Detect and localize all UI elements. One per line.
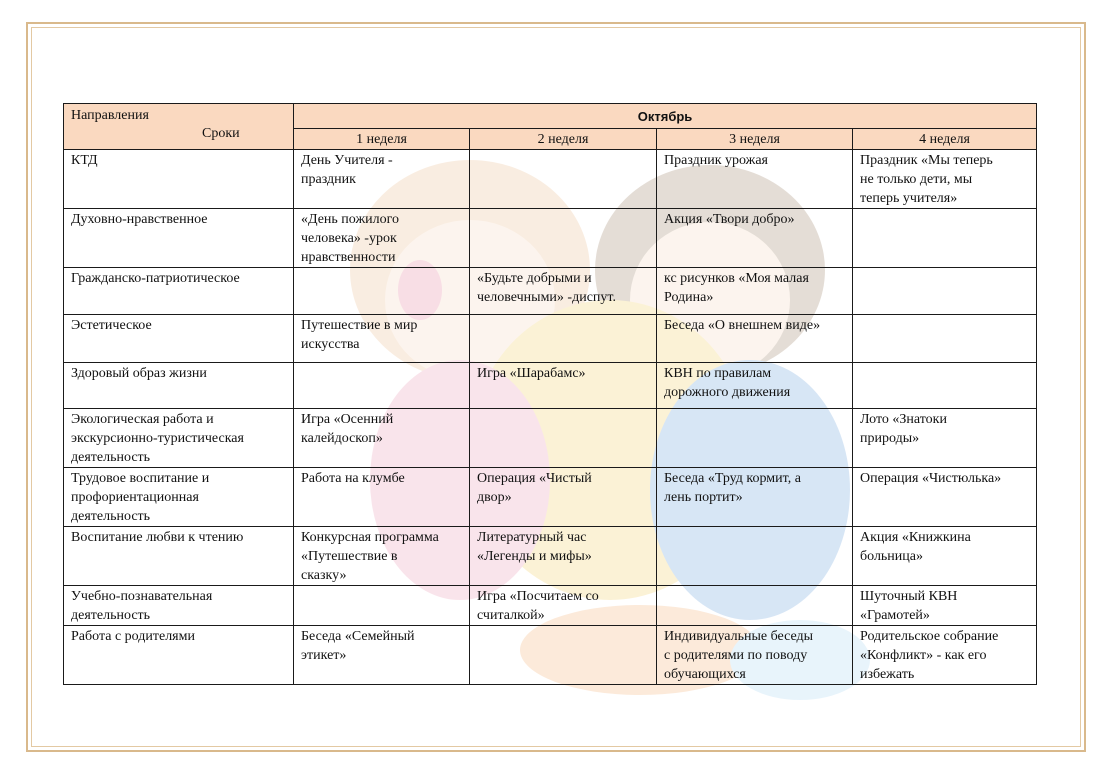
header-directions-label: Направления bbox=[71, 108, 149, 123]
table-row bbox=[64, 268, 1037, 315]
week-1-cell bbox=[294, 586, 470, 626]
week-1-cell: Беседа «Семейный этикет» bbox=[294, 626, 470, 685]
week-1-cell bbox=[294, 363, 470, 409]
week-1-cell: «День пожилого человека» -урок нравственности bbox=[294, 209, 470, 268]
week-3-cell bbox=[657, 586, 853, 626]
week-4-cell bbox=[853, 209, 1037, 268]
week-3-cell: кс рисунков «Моя малая Родина» bbox=[657, 268, 853, 315]
header-corner-cell bbox=[64, 104, 294, 150]
week-2-cell: Игра «Посчитаем со считалкой» bbox=[470, 586, 657, 626]
direction-cell: Экологическая работа и экскурсионно-туристическая деятельность bbox=[64, 409, 294, 468]
table-row bbox=[64, 468, 1037, 527]
week-3-cell: Индивидуальные беседы с родителями по поводу обучающихся bbox=[657, 626, 853, 685]
table-row bbox=[64, 150, 1037, 209]
week-1-cell: Игра «Осенний калейдоскоп» bbox=[294, 409, 470, 468]
week-1-cell: Конкурсная программа «Путешествие в сказку» bbox=[294, 527, 470, 586]
table-row bbox=[64, 315, 1037, 363]
week-1-cell bbox=[294, 268, 470, 315]
table-row bbox=[64, 409, 1037, 468]
week-1-cell: Работа на клумбе bbox=[294, 468, 470, 527]
header-week-3: 3 неделя bbox=[657, 129, 853, 150]
direction-cell: Эстетическое bbox=[64, 315, 294, 363]
week-2-cell bbox=[470, 150, 657, 209]
table-row bbox=[64, 527, 1037, 586]
direction-cell: Трудовое воспитание и профориентационная деятельность bbox=[64, 468, 294, 527]
week-4-cell bbox=[853, 268, 1037, 315]
direction-cell: Духовно-нравственное bbox=[64, 209, 294, 268]
week-2-cell: «Будьте добрыми и человечными» -диспут. bbox=[470, 268, 657, 315]
week-4-cell: Родительское собрание «Конфликт» - как его избежать bbox=[853, 626, 1037, 685]
header-week-1: 1 неделя bbox=[294, 129, 470, 150]
week-2-cell: Игра «Шарабамс» bbox=[470, 363, 657, 409]
week-4-cell: Праздник «Мы теперь не только дети, мы теперь учителя» bbox=[853, 150, 1037, 209]
week-3-cell: Беседа «Труд кормит, а лень портит» bbox=[657, 468, 853, 527]
week-4-cell bbox=[853, 315, 1037, 363]
october-plan-table bbox=[63, 103, 1037, 685]
week-3-cell bbox=[657, 409, 853, 468]
direction-cell: Здоровый образ жизни bbox=[64, 363, 294, 409]
table-row bbox=[64, 626, 1037, 685]
week-2-cell bbox=[470, 409, 657, 468]
week-2-cell bbox=[470, 626, 657, 685]
week-2-cell: Литературный час «Легенды и мифы» bbox=[470, 527, 657, 586]
direction-cell: Гражданско-патриотическое bbox=[64, 268, 294, 315]
week-3-cell: КВН по правилам дорожного движения bbox=[657, 363, 853, 409]
week-1-cell: День Учителя - праздник bbox=[294, 150, 470, 209]
week-3-cell: Праздник урожая bbox=[657, 150, 853, 209]
week-4-cell: Операция «Чистюлька» bbox=[853, 468, 1037, 527]
direction-cell: Воспитание любви к чтению bbox=[64, 527, 294, 586]
week-4-cell: Акция «Книжкина больница» bbox=[853, 527, 1037, 586]
week-4-cell bbox=[853, 363, 1037, 409]
week-4-cell: Шуточный КВН «Грамотей» bbox=[853, 586, 1037, 626]
header-week-2: 2 неделя bbox=[470, 129, 657, 150]
table-row bbox=[64, 586, 1037, 626]
week-3-cell bbox=[657, 527, 853, 586]
week-2-cell bbox=[470, 209, 657, 268]
header-week-4: 4 неделя bbox=[853, 129, 1037, 150]
week-3-cell: Беседа «О внешнем виде» bbox=[657, 315, 853, 363]
week-2-cell bbox=[470, 315, 657, 363]
table-row bbox=[64, 209, 1037, 268]
week-4-cell: Лото «Знатоки природы» bbox=[853, 409, 1037, 468]
week-2-cell: Операция «Чистый двор» bbox=[470, 468, 657, 527]
direction-cell: Работа с родителями bbox=[64, 626, 294, 685]
header-month: Октябрь bbox=[294, 104, 1037, 129]
header-terms-label: Сроки bbox=[202, 126, 240, 141]
week-1-cell: Путешествие в мир искусства bbox=[294, 315, 470, 363]
direction-cell: КТД bbox=[64, 150, 294, 209]
week-3-cell: Акция «Твори добро» bbox=[657, 209, 853, 268]
table-row bbox=[64, 363, 1037, 409]
direction-cell: Учебно-познавательная деятельность bbox=[64, 586, 294, 626]
